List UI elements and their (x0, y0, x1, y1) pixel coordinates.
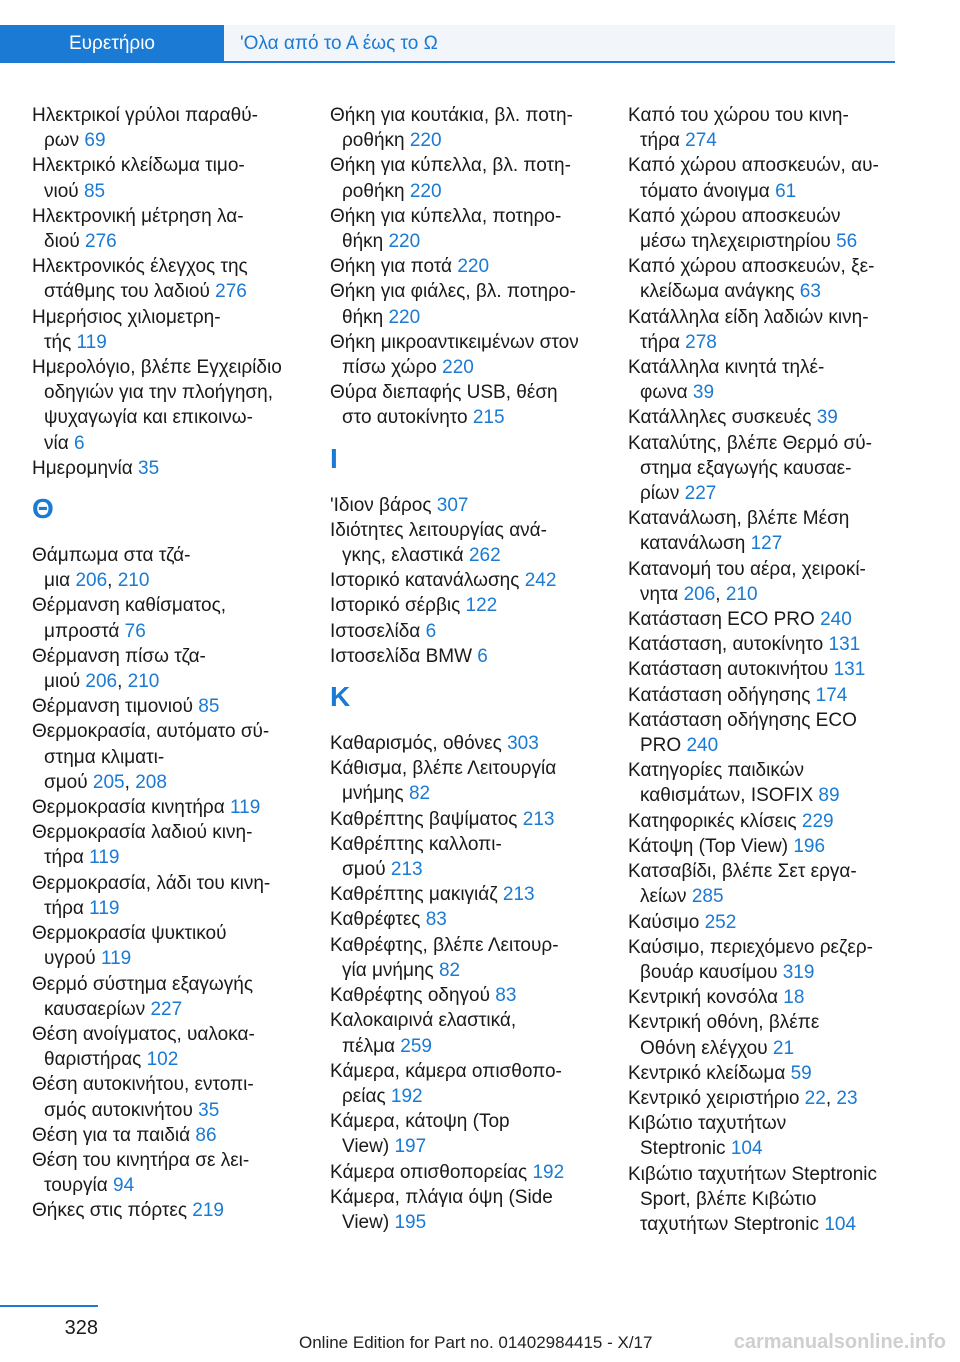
entry-term: Καθρέφτης οδηγού (330, 985, 496, 1007)
entry-term: Καθαρισμός, οθόνες (330, 733, 508, 755)
page-link[interactable]: 119 (100, 948, 132, 970)
index-entry (32, 1072, 312, 1122)
page-separator: , (107, 570, 118, 592)
entry-term: Κάμερα οπισθοπορείας (330, 1161, 533, 1183)
index-entry (32, 204, 312, 254)
entry-term: Καταλύτης, βλέπε Θερμό σύ‐ στημα εξαγωγής καυσαε‐ ρίων (628, 432, 872, 505)
watermark: carmanualsonline.info (733, 1331, 946, 1353)
index-entry (32, 644, 312, 694)
page-link[interactable]: 240 (686, 735, 719, 757)
page-link[interactable]: 56 (836, 231, 858, 253)
entry-term: Κατάσταση οδήγησης (628, 684, 816, 706)
page-link[interactable]: 219 (192, 1200, 224, 1222)
index-entry (330, 279, 610, 329)
page-link[interactable]: 39 (816, 407, 838, 429)
index-entry (32, 254, 312, 304)
entry-term: Θερμό σύστημα εξαγωγής καυσαερίων (32, 973, 253, 1020)
entry-term: Ηλεκτρικό κλείδωμα τιμο‐ νιού (32, 155, 245, 202)
page-link[interactable]: 6 (477, 645, 488, 667)
entry-term: Θερμοκρασία ψυκτικού υγρού (32, 923, 227, 970)
index-entry (330, 103, 610, 153)
section-letter: Ι (330, 442, 338, 474)
index-entry (628, 254, 908, 304)
entry-term: Κατάλληλες συσκευές (628, 407, 817, 429)
page-link[interactable]: 285 (691, 886, 724, 908)
page-link[interactable]: 276 (215, 281, 247, 303)
page-separator: , (117, 671, 128, 693)
index-entry (32, 719, 312, 795)
entry-term: Ημερήσιος χιλιομετρη‐ τής (32, 306, 221, 353)
entry-term: Θύρα διεπαφής USB, θέση στο αυτοκίνητο (330, 382, 558, 429)
page-link[interactable]: 210 (127, 671, 160, 693)
page-link[interactable]: 220 (388, 231, 421, 253)
entry-term: Θάμπωμα στα τζά‐ μια (32, 545, 191, 592)
entry-term: Ημερομηνία (32, 457, 139, 479)
entry-term: Κάτοψη (Top View) (628, 835, 794, 857)
entry-term: Ηλεκτρικοί γρύλοι παραθύ‐ ρων (32, 105, 258, 152)
index-entry (330, 731, 610, 756)
page-link[interactable]: 205 (92, 771, 125, 793)
index-entry (628, 859, 908, 909)
page-link[interactable]: 252 (704, 911, 737, 933)
entry-term: Καθρέπτης καλλοπι‐ σμού (330, 833, 502, 881)
entry-term: Κάμερα, κάμερα οπισθοπο‐ ρείας (330, 1060, 562, 1107)
index-entry (330, 568, 610, 593)
entry-term: Κατηγορίες παιδικών καθισμάτων, ISOFIX (628, 760, 819, 807)
entry-term: Κατάλληλα είδη λαδιών κινη‐ τήρα (628, 306, 869, 353)
page-link[interactable]: 174 (815, 684, 848, 706)
index-entry (628, 1061, 908, 1086)
page-link[interactable]: 119 (76, 331, 107, 353)
index-entry (628, 153, 908, 203)
page-link[interactable]: 213 (522, 808, 555, 830)
page-link[interactable]: 259 (400, 1035, 432, 1057)
page-link[interactable]: 227 (150, 998, 183, 1020)
page-link[interactable]: 82 (438, 959, 461, 981)
entry-term: Θήκη για κύπελλα, ποτηρο‐ θήκη (330, 205, 562, 253)
index-entry (628, 910, 908, 935)
entry-term: Κεντρική κονσόλα (628, 987, 784, 1009)
index-entry (628, 1162, 908, 1238)
page-link[interactable]: 213 (502, 884, 535, 906)
page-link[interactable]: 39 (692, 382, 715, 404)
index-entry (628, 758, 908, 808)
section-letter: Κ (330, 681, 351, 713)
page-link[interactable]: 220 (457, 256, 490, 278)
page-link[interactable]: 208 (135, 771, 167, 793)
index-entry (628, 683, 908, 708)
entry-term: Κατάσταση ECO PRO (628, 609, 821, 631)
index-entry (32, 305, 312, 355)
index-entry (330, 153, 610, 203)
index-entry (330, 380, 610, 430)
page-link[interactable]: 131 (828, 634, 861, 656)
index-entry (32, 1123, 312, 1148)
index-entry (330, 1109, 610, 1159)
entry-term: Θήκη για ποτά (330, 256, 458, 278)
page-link[interactable]: 18 (783, 987, 805, 1009)
entry-term: Θέρμανση καθίσματος, μπροστά (32, 595, 226, 642)
page-separator: , (124, 771, 136, 793)
index-entry (32, 694, 312, 719)
index-entry (330, 807, 610, 832)
entry-term: Θερμοκρασία, λάδι του κινη‐ τήρα (32, 872, 271, 919)
page-link[interactable]: 227 (684, 483, 717, 505)
entry-term: Ιδιότητες λειτουργίας ανά‐ γκης, ελαστικά (330, 519, 547, 567)
index-entry (628, 305, 908, 355)
page-link[interactable]: 61 (775, 180, 797, 202)
page-link[interactable]: 262 (468, 545, 501, 567)
page-link[interactable]: 210 (117, 570, 150, 592)
index-entry (330, 619, 610, 644)
index-entry (32, 1022, 312, 1072)
index-entry (330, 1008, 610, 1058)
page-link[interactable]: 215 (472, 407, 505, 429)
index-column-1 (32, 103, 312, 1224)
entry-term: Καθρέφτης, βλέπε Λειτουρ‐ γία μνήμης (330, 934, 559, 981)
index-entry (32, 103, 312, 153)
entry-term: Κατάλληλα κινητά τηλέ‐ φωνα (628, 357, 825, 404)
index-entry (32, 921, 312, 971)
page-link[interactable]: 82 (408, 783, 431, 805)
index-entry (330, 518, 610, 568)
index-entry (32, 1148, 312, 1198)
index-entry (628, 809, 908, 834)
page-link[interactable]: 119 (230, 797, 261, 819)
index-entry (628, 557, 908, 607)
page-link[interactable]: 195 (394, 1211, 427, 1233)
entry-term: Κάμερα, πλάγια όψη (Side View) (330, 1186, 553, 1233)
entry-term: Ηλεκτρονικός έλεγχος της στάθμης του λαδιού (32, 256, 248, 303)
entry-term: 'Ιδιον βάρος (330, 494, 437, 516)
entry-term: Θέση αυτοκινήτου, εντοπι‐ σμός αυτοκινήτου (32, 1074, 254, 1121)
entry-term: Καπό χώρου αποσκευών μέσω τηλεχειριστηρίου (628, 205, 841, 253)
page-link[interactable]: 276 (85, 231, 117, 253)
edition-footer: Online Edition for Part no. 01402984415 - X/17 (299, 1333, 653, 1352)
entry-term: Θέση ανοίγματος, υαλοκα‐ θαριστήρας (32, 1023, 255, 1071)
page-link[interactable]: 206 (85, 671, 118, 693)
entry-term: Θήκη για φιάλες, βλ. ποτηρο‐ θήκη (330, 281, 576, 328)
entry-term: Κατηφορικές κλίσεις (628, 810, 802, 832)
entry-term: Θήκη για κύπελλα, βλ. ποτη‐ ροθήκη (330, 155, 571, 202)
index-column-2 (330, 103, 610, 1235)
entry-term: Ιστορικό σέρβις (330, 595, 466, 617)
index-entry (628, 103, 908, 153)
index-entry (330, 907, 610, 932)
index-entry (330, 493, 610, 518)
index-entry (330, 832, 610, 882)
entry-term: Θέση του κινητήρα σε λει‐ τουργία (32, 1149, 250, 1197)
page-link[interactable]: 206 (75, 570, 108, 592)
index-entry (32, 795, 312, 820)
page-link[interactable]: 86 (195, 1124, 217, 1146)
entry-term: Θέση για τα παιδιά (32, 1124, 196, 1146)
index-entry (628, 834, 908, 859)
entry-term: Κιβώτιο ταχυτήτων Steptronic Sport, βλέπε Κιβώτιο ταχυτήτων Steptronic (628, 1163, 878, 1235)
entry-term: Κατανάλωση, βλέπε Μέση κατανάλωση (628, 508, 850, 555)
entry-term: Ιστορικό κατανάλωσης (330, 570, 525, 592)
entry-term: Καλοκαιρινά ελαστικά, πέλμα (330, 1010, 517, 1057)
page-link[interactable]: 229 (801, 810, 834, 832)
index-entry (32, 355, 312, 456)
index-entry (628, 1010, 908, 1060)
entry-term: Ημερολόγιο, βλέπε Εγχειρίδιο οδηγιών για την πλοήγηση, ψυχαγωγία και επικοινω‐ νία (32, 357, 282, 454)
entry-term: Καπό του χώρου του κινη‐ τήρα (628, 105, 849, 152)
page-link[interactable]: 307 (436, 494, 469, 516)
entry-term: Κατάσταση οδήγησης ECO PRO (628, 709, 857, 757)
page-link[interactable]: 278 (685, 331, 717, 353)
page-link[interactable]: 192 (390, 1085, 423, 1107)
entry-term: Ηλεκτρονική μέτρηση λα‐ διού (32, 205, 244, 253)
index-entry (628, 985, 908, 1010)
page-link[interactable]: 303 (507, 733, 539, 755)
entry-term: Ιστοσελίδα (330, 620, 426, 642)
index-entry (32, 593, 312, 643)
index-entry (330, 1160, 610, 1185)
index-entry (330, 933, 610, 983)
page-link[interactable]: 83 (495, 985, 517, 1007)
page-link[interactable]: 242 (524, 570, 557, 592)
index-entry (628, 708, 908, 758)
index-entry (628, 431, 908, 507)
index-entry (628, 405, 908, 430)
index-entry (32, 972, 312, 1022)
index-entry (330, 1059, 610, 1109)
index-entry (32, 820, 312, 870)
page-link[interactable]: 6 (425, 620, 437, 642)
page-link[interactable]: 131 (833, 659, 866, 681)
entry-term: Καύσιμο (628, 911, 705, 933)
page-link[interactable]: 35 (198, 1099, 220, 1121)
entry-term: Κάμερα, κάτοψη (Top View) (330, 1111, 510, 1158)
index-entry (330, 882, 610, 907)
index-entry (32, 1198, 312, 1223)
index-entry (628, 632, 908, 657)
page-link[interactable]: 213 (390, 859, 423, 881)
page-link[interactable]: 89 (818, 785, 840, 807)
index-entry (628, 204, 908, 254)
entry-term: Κεντρικό κλείδωμα (628, 1062, 791, 1084)
index-entry (330, 593, 610, 618)
entry-term: Κατάσταση, αυτοκίνητο (628, 634, 829, 656)
page-link[interactable]: 192 (532, 1161, 565, 1183)
index-entry (32, 456, 312, 481)
page-link[interactable]: 69 (84, 130, 106, 152)
index-entry (628, 657, 908, 682)
page-link[interactable]: 76 (124, 620, 146, 642)
index-entry (628, 1086, 908, 1111)
entry-term: Καπό χώρου αποσκευών, ξε‐ κλείδωμα ανάγκης (628, 256, 875, 303)
entry-term: Καθρέπτης βαψίματος (330, 808, 523, 830)
entry-term: Κάθισμα, βλέπε Λειτουργία μνήμης (330, 758, 557, 805)
entry-term: Καπό χώρου αποσκευών, αυ‐ τόματο άνοιγμα (628, 155, 879, 202)
page-link[interactable]: 119 (89, 847, 120, 869)
index-entry (32, 871, 312, 921)
entry-term: Θερμοκρασία κινητήρα (32, 797, 231, 819)
page-number-rule (0, 1305, 98, 1307)
entry-term: Καθρέφτες (330, 909, 426, 931)
entry-term: Κατανομή του αέρα, χειροκί‐ νητα (628, 558, 866, 605)
index-entry (330, 644, 610, 669)
page-link[interactable]: 196 (793, 835, 826, 857)
entry-term: Θήκες στις πόρτες (32, 1200, 193, 1222)
entry-term: Ιστοσελίδα BMW (330, 645, 478, 667)
entry-term: Καθρέπτης μακιγιάζ (330, 884, 503, 906)
index-entry (330, 983, 610, 1008)
page-link[interactable]: 21 (772, 1037, 795, 1059)
index-entry (628, 355, 908, 405)
page-number: 328 (64, 1317, 98, 1339)
entry-term: Θερμοκρασία, αυτόματο σύ‐ στημα κλιματι‐ σμού (32, 721, 270, 793)
tab-index[interactable]: Ευρετήριο (0, 25, 224, 62)
entry-term: Θερμοκρασία λαδιού κινη‐ τήρα (32, 822, 253, 869)
entry-term: Κεντρικό χειριστήριο (628, 1087, 805, 1109)
entry-term: Κατσαβίδι, βλέπε Σετ εργα‐ λείων (628, 861, 857, 908)
entry-term: Θέρμανση τιμονιού (32, 696, 199, 718)
page-link[interactable]: 220 (388, 306, 421, 328)
index-entry (330, 756, 610, 806)
page-link[interactable]: 59 (790, 1062, 812, 1084)
entry-term: Κιβώτιο ταχυτήτων Steptronic (628, 1113, 787, 1160)
index-entry (628, 607, 908, 632)
page-link[interactable]: 83 (425, 909, 447, 931)
entry-term: Κεντρική οθόνη, βλέπε Οθόνη ελέγχου (628, 1012, 820, 1059)
entry-term: Θήκη για κουτάκια, βλ. ποτη‐ ροθήκη (330, 105, 573, 152)
entry-term: Θέρμανση πίσω τζα‐ μιού (32, 645, 206, 693)
header-rule (0, 61, 895, 63)
index-entry (628, 935, 908, 985)
page-link[interactable]: 210 (725, 583, 758, 605)
page-link[interactable]: 119 (89, 897, 120, 919)
index-entry (330, 254, 610, 279)
page-link[interactable]: 104 (730, 1138, 763, 1160)
page-link[interactable]: 85 (83, 180, 106, 202)
page-link[interactable]: 63 (799, 281, 821, 303)
index-entry (628, 506, 908, 556)
page-link[interactable]: 104 (824, 1213, 857, 1235)
entry-term: Καύσιμο, περιεχόμενο ρεζερ‐ βουάρ καυσίμου (628, 936, 873, 983)
index-entry (330, 330, 610, 380)
entry-term: Κατάσταση αυτοκινήτου (628, 659, 834, 681)
page-link[interactable]: 35 (138, 457, 160, 479)
header (0, 0, 960, 64)
index-entry (330, 1185, 610, 1235)
page-link[interactable]: 102 (146, 1049, 179, 1071)
page-link[interactable]: 94 (113, 1175, 135, 1197)
page-link[interactable]: 274 (685, 130, 717, 152)
page-separator: , (715, 583, 726, 605)
page-link[interactable]: 122 (465, 595, 498, 617)
page-link[interactable]: 220 (409, 130, 442, 152)
page-link[interactable]: 319 (782, 961, 815, 983)
index-entry (330, 204, 610, 254)
page-link[interactable]: 85 (198, 696, 220, 718)
page-link[interactable]: 22 (804, 1087, 826, 1109)
page-separator: , (825, 1087, 837, 1109)
index-entry (32, 543, 312, 593)
page-link[interactable]: 127 (750, 533, 783, 555)
page-link[interactable]: 220 (409, 180, 442, 202)
page-link[interactable]: 23 (836, 1087, 858, 1109)
page-link[interactable]: 240 (820, 609, 852, 631)
index-entry (32, 153, 312, 203)
page-link[interactable]: 206 (683, 583, 716, 605)
page-link[interactable]: 220 (442, 357, 474, 379)
page-link[interactable]: 197 (394, 1136, 427, 1158)
entry-term: Θήκη μικροαντικειμένων στον πίσω χώρο (330, 331, 579, 379)
index-entry (628, 1111, 908, 1161)
page-link[interactable]: 6 (73, 432, 85, 454)
index-column-3 (628, 103, 908, 1237)
tab-a-to-z[interactable]: 'Ολα από το Α έως το Ω (224, 25, 895, 62)
section-letter: Θ (32, 493, 54, 525)
